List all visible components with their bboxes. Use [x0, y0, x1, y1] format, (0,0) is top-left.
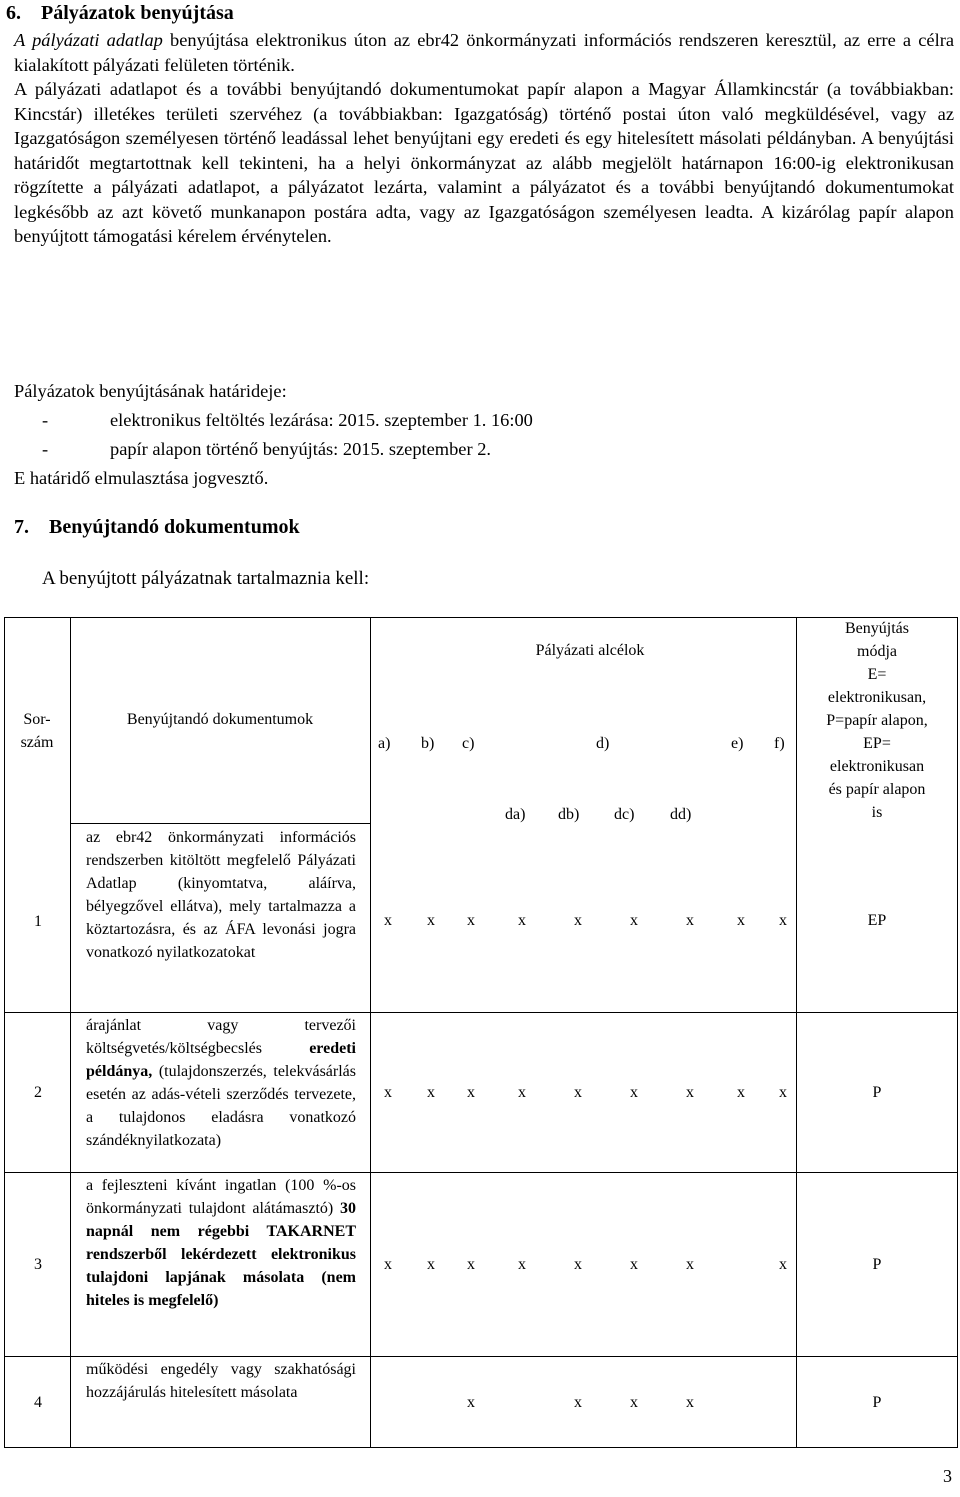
row-3-mark: x [574, 1256, 582, 1273]
row-3-text-bold: 30 napnál nem régebbi TAKARNET rendszerből lekérdezett elektronikus tulajdoni lapjának másolata (nem hiteles is megfelelő) [86, 1200, 356, 1309]
paragraph-2: A pályázati adatlapot és a további benyújtandó dokumentumokat papír alapon a Magyar Államkincstár (a továbbiakban: Kincstár) illetékes területi szervéhez (a továbbiakban: Igazgatóság) történő postai úton való megküldésével, vagy az Igazgatóságon személyesen történő leadással lehet benyújtani egy eredeti és egy hitelesített másolati példányban. A benyújtási határidőt megtartottnak kell tekinteni, ha a helyi önkormányzat az alább megjelölt határnapon 16:00-ig elektronikusan rögzítette a pályázati adatlapot, a pályázatot lezárta, valamint a pályázatot és a további benyújtandó dokumentumokat legkésőbb az azt követő munkanapon postára adta, vagy az Igazgatóságon személyesen leadta. A kizárólag papír alapon benyújtott támogatási kérelem érvénytelen. [14, 79, 954, 246]
row-2-text [86, 1014, 356, 1152]
header-mode-line: elektronikusan, [827, 689, 927, 706]
header-mode-line: EP= [863, 735, 891, 752]
row-4-mark: x [630, 1394, 638, 1411]
row-3-mark: x [686, 1256, 694, 1273]
col-c: c) [462, 735, 475, 752]
header-mode-line: Benyújtás [845, 620, 909, 637]
header-mode-line: módja [857, 643, 897, 660]
header-mode-line: elektronikusan [829, 758, 925, 775]
row-2-text-bold: eredeti példánya, [86, 1040, 356, 1080]
row-3-mode: P [872, 1256, 882, 1273]
deadline-item-text: papír alapon történő benyújtás: 2015. szeptember 2. [110, 439, 491, 459]
row-1-mark: x [427, 912, 435, 929]
header-sorszam-line: Sor- [23, 711, 51, 728]
table-hline [4, 1012, 958, 1013]
row-2-mark: x [384, 1084, 392, 1101]
col-dd: dd) [670, 806, 692, 823]
row-2-mark: x [574, 1084, 582, 1101]
row-2-mark: x [427, 1084, 435, 1101]
row-3-text [86, 1174, 356, 1312]
row-2-mark: x [779, 1084, 787, 1101]
paragraph-1-text: benyújtása elektronikus úton az ebr42 önkormányzati információs rendszeren keresztül, az erre a célra kialakított pályázati felületen történik. [14, 30, 954, 75]
header-sorszam-line: szám [20, 734, 54, 751]
row-1-mark: x [384, 912, 392, 929]
col-db: db) [558, 806, 580, 823]
deadline-title: Pályázatok benyújtásának határideje: [14, 381, 287, 401]
row-2-mark: x [518, 1084, 526, 1101]
page-number: 3 [943, 1466, 952, 1486]
table-vline [70, 617, 71, 1448]
row-3-mark: x [384, 1256, 392, 1273]
col-f: f) [774, 735, 785, 752]
row-1-mark: x [630, 912, 638, 929]
header-mode-line: és papír alapon [828, 781, 926, 798]
row-1-mark: x [574, 912, 582, 929]
section-6-body [14, 28, 954, 249]
row-3-mark: x [779, 1256, 787, 1273]
deadline-item-text: elektronikus feltöltés lezárása: 2015. szeptember 1. 16:00 [110, 410, 533, 430]
header-documents: Benyújtandó dokumentumok [126, 711, 314, 728]
row-3-mark: x [467, 1256, 475, 1273]
row-3-text-a: a fejleszteni kívánt ingatlan (100 %-os önkormányzati tulajdont alátámasztó) [86, 1177, 356, 1217]
deadline-item-2 [42, 437, 491, 461]
section-7-intro: A benyújtott pályázatnak tartalmaznia kell: [42, 568, 370, 589]
row-1-mark: x [467, 912, 475, 929]
col-e: e) [731, 735, 744, 752]
row-4-text: működési engedély vagy szakhatósági hozzájárulás hitelesített másolata [86, 1361, 356, 1401]
header-sorszam [4, 708, 70, 754]
col-da: da) [505, 806, 526, 823]
row-2-number: 2 [34, 1084, 42, 1101]
row-1-mark: x [518, 912, 526, 929]
row-4-mode: P [872, 1394, 882, 1411]
col-d: d) [596, 735, 610, 752]
row-3-number: 3 [34, 1256, 42, 1273]
section-6-heading: 6. Pályázatok benyújtása [6, 2, 234, 24]
row-2-mark: x [467, 1084, 475, 1101]
row-4-mark: x [467, 1394, 475, 1411]
row-4-number: 4 [34, 1394, 42, 1411]
deadline-note: E határidő elmulasztása jogvesztő. [14, 468, 269, 488]
header-subgoals: Pályázati alcélok [535, 642, 645, 659]
header-mode-line: E= [867, 666, 887, 683]
row-1-mode: EP [867, 912, 887, 929]
row-1-text: az ebr42 önkormányzati információs rendszerben kitöltött megfelelő Pályázati Adatlap (kinyomtatva, aláírva, bélyegzővel ellátva), mely tartalmazza a köztartozásra, és az ÁFA levonási jogra vonatkozó nyilatkozatokat [86, 829, 356, 961]
row-2-text-b: (tulajdonszerzés, telekvásárlás esetén az adás-vételi szerződés tervezete, a tulajdonos eladásra vonatkozó szándéknyilatkozata) [86, 1063, 356, 1149]
col-b: b) [421, 735, 435, 752]
header-mode-line: is [871, 804, 883, 821]
row-4-mark: x [574, 1394, 582, 1411]
row-2-mode: P [872, 1084, 882, 1101]
row-3-mark: x [427, 1256, 435, 1273]
col-a: a) [378, 735, 391, 752]
row-2-text-a: árajánlat vagy tervezői költségvetés/költségbecslés [86, 1017, 356, 1057]
row-2-mark: x [737, 1084, 745, 1101]
row-4-mark: x [686, 1394, 694, 1411]
dash-bullet: - [42, 410, 49, 430]
section-7-heading: 7. Benyújtandó dokumentumok [14, 516, 300, 538]
row-1-mark: x [686, 912, 694, 929]
row-1-number: 1 [34, 913, 42, 930]
deadline-item-1 [42, 408, 533, 432]
row-1-mark: x [737, 912, 745, 929]
row-2-mark: x [686, 1084, 694, 1101]
row-2-mark: x [630, 1084, 638, 1101]
row-3-mark: x [518, 1256, 526, 1273]
table-vline [370, 617, 371, 1448]
paragraph-1 [14, 28, 954, 77]
italic-term: A pályázati adatlap [14, 30, 163, 50]
row-1-mark: x [779, 912, 787, 929]
header-mode [796, 617, 958, 824]
table-hline [4, 1172, 958, 1173]
row-3-mark: x [630, 1256, 638, 1273]
header-mode-line: P=papír alapon, [826, 712, 928, 729]
dash-bullet: - [42, 439, 49, 459]
table-hline [70, 823, 370, 824]
col-dc: dc) [614, 806, 635, 823]
table-hline [4, 1356, 958, 1357]
